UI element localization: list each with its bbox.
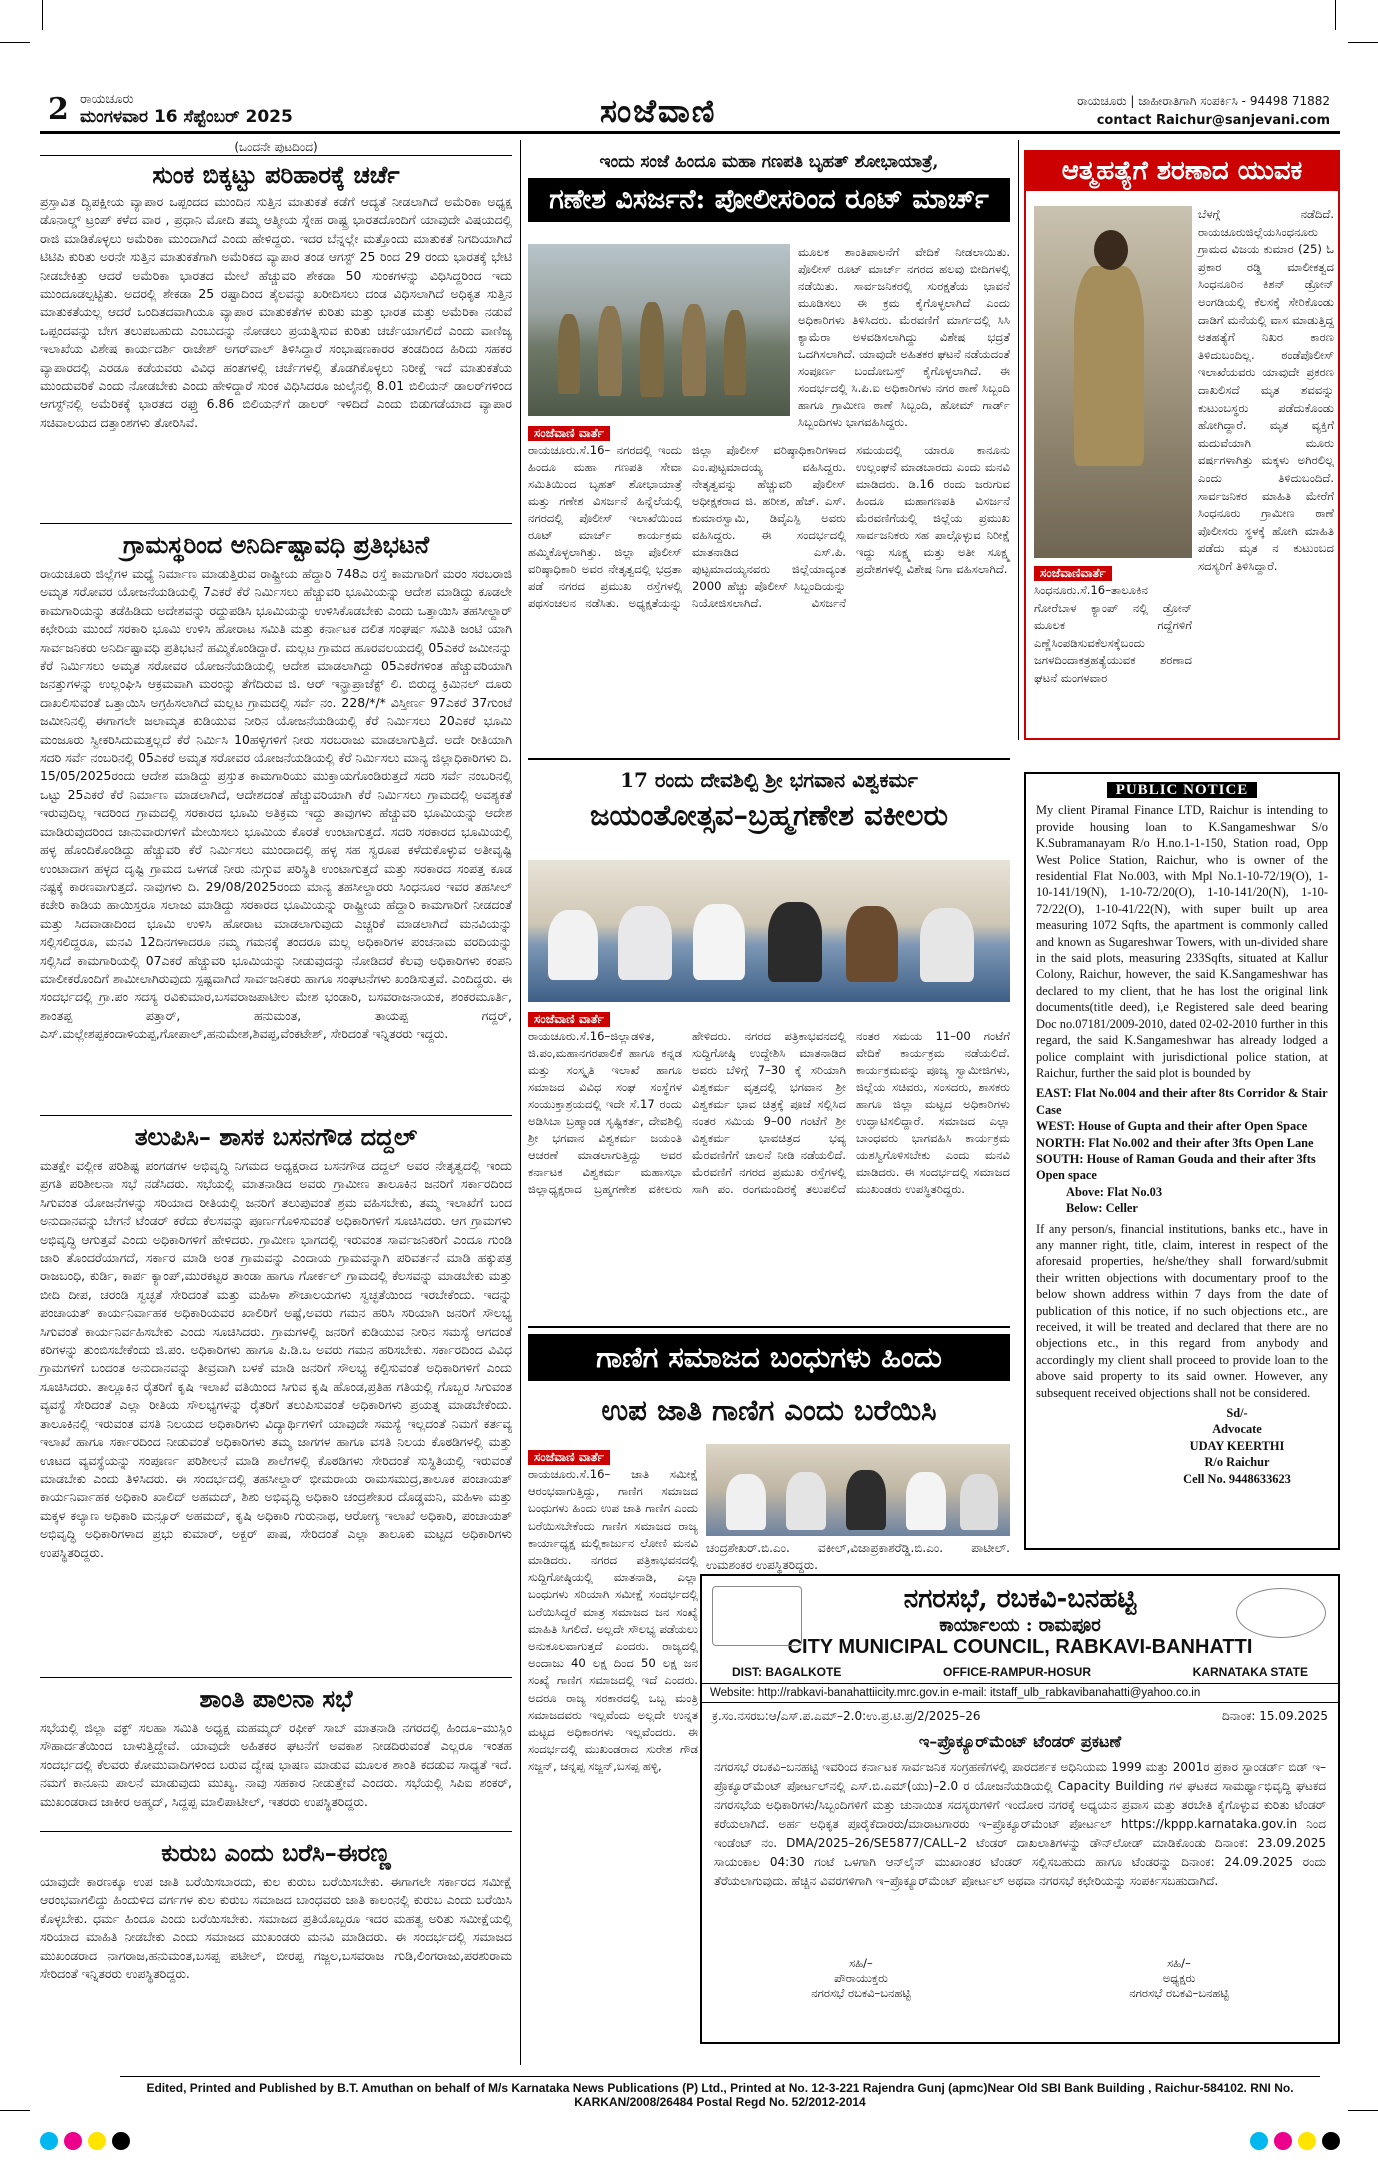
article-body: ರಾಯಚೂರು.ಸೆ.16– ಜಾತಿ ಸಮೀಕ್ಷೆ ಆರಂಭವಾಗುತ್ತಿದ್ದು, ಗಾಣಿಗ ಸಮಾಜದ ಬಂಧುಗಳು ಹಿಂದು ಉಪ ಜಾತಿ ಗಾಣಿಗ ಎಂದು ಬರೆಯಿಸಬೇಕೆಂದು ಗಾಣಿಗ ಸಮಾಜದ ರಾಜ್ಯ ಕಾರ್ಯಾಧ್ಯಕ್ಷ ಮಲ್ಲಿಕಾರ್ಜುನ ಲೋಣಿ ಮನವಿ ಮಾಡಿದರು. ನಗರದ ಪತ್ರಿಕಾಭವನದಲ್ಲಿ ಸುದ್ದಿಗೋಷ್ಠಿಯಲ್ಲಿ ಮಾತನಾಡಿ, ಎಲ್ಲಾ ಬಂಧುಗಳು ಸರಿಯಾಗಿ ಸಮೀಕ್ಷೆ ಸಂದರ್ಭದಲ್ಲಿ ಬರೆಯಿಸಿದ್ದರೆ ಮಾತ್ರ ಸಮಾಜದ ಜನ ಸಂಖ್ಯೆ ಮಾಹಿತಿ ಸಿಗಲಿದೆ. ಅಲ್ಲದೇ ಸೌಲಭ್ಯ ಪಡೆಯಲು ಅನುಕೂಲವಾಗುತ್ತದೆ ಎಂದರು. ರಾಜ್ಯದಲ್ಲಿ ಅಂದಾಜು 40 ಲಕ್ಷ ದಿಂದ 50 ಲಕ್ಷ ಜನ ಸಂಖ್ಯೆ ಗಾಣಿಗ ಸಮಾಜದಲ್ಲಿ ಇದೆ ಎಂದರು. ಅದರೂ ರಾಜ್ಯ ಸರಕಾರದಲ್ಲಿ ಒಬ್ಬ ಮಂತ್ರಿ ಸಮಾಜದವರು ಇಲ್ಲವೆಂದು ಅಲ್ಲದೇ ಉನ್ನತ ಮಟ್ಟದ ಅಧಿಕಾರಗಳು ಇಲ್ಲವೆಂದರು. ಈ ಸಂದರ್ಭದಲ್ಲಿ ಮುಖಂಡರಾದ ಸುರೇಶ ಗೌಡ ಸಜ್ಜನ್, ಚನ್ನಪ್ಪ ಸಜ್ಜನ್,ಬಸಪ್ಪ ಹಳ್ಳಿ, — [528, 1467, 698, 1774]
tender-sig2-org: ನಗರಸಭೆ ರಬಕವಿ–ಬನಹಟ್ಟಿ — [1129, 1986, 1229, 2000]
tender-signature-1 — [811, 1956, 910, 2001]
crop-mark — [1348, 42, 1378, 43]
suicide-scene-photo — [1034, 206, 1192, 558]
article-title-line1: ಗಾಣಿಗ ಸಮಾಜದ ಬಂಧುಗಳು ಹಿಂದು — [528, 1334, 1010, 1381]
cmyk-swatch-magenta — [1274, 2132, 1292, 2150]
crop-mark — [0, 2110, 30, 2111]
article-lead: ಸಿಂಧನೂರು.ಸೆ.16–ತಾಲೂಕಿನ ಗೋರೆಬಾಳ ಕ್ಯಾಂಪ್ ನಲ್ಲಿ ಡ್ರೋನ್ ಮೂಲಕ ಗದ್ದೆಗಳಿಗೆ ಎಣ್ಣೆಸಿಂಪಡಿಸುವಕೆಲಸಕ್ಕೆಬಂದು ಜಗಳದಿಂದಾಕತ್ರಹತ್ಯೆಯುವಕ ಶರಣಾದ ಘಟನೆ ಮಂಗಳವಾರ — [1034, 583, 1192, 685]
tender-sig1-role: ಪೌರಾಯುಕ್ತರು — [834, 1971, 888, 1985]
notice-west: WEST: House of Gupta and their after Open Space — [1036, 1119, 1308, 1134]
notice-role: Advocate — [1212, 1422, 1262, 1437]
cmyk-swatch-cyan — [1250, 2132, 1268, 2150]
photo-caption: ಚಂದ್ರಶೇಖರ್.ಬಿ.ಎಂ. ವಕೀಲ್,ವಿಜಾಪ್ರಕಾಶರೆಡ್ಡಿ.ಬಿ.ಎಂ. ಪಾಟೀಲ್. ಉಮಶಂಕರ ಉಪಸ್ಥಿತರಿದ್ದರು. — [706, 1541, 1010, 1572]
article-title: ಗಣೇಶ ವಿಸರ್ಜನೆ: ಪೋಲೀಸರಿಂದ ರೂಟ್ ಮಾರ್ಚ್ — [528, 178, 1010, 222]
byline: ಸಂಜೆವಾಣಿವಾರ್ತೆ — [1034, 566, 1112, 581]
tender-dist: DIST: BAGALKOTE — [732, 1665, 842, 1679]
notice-body: My client Piramal Finance LTD, Raichur is intending to provide housing loan to K.Sangameshwar S/o K.Subramanayam R/o H.no.1-1-150, Station road, Opp West Police Station, Raichur, who is owner of the residential Flat No.003, with Mpl No.1-10-72/19(O), 1-10-141/19(N), 1-10-72/20(O), 1-10-141/20(N), 1-10-72/22(O), 1-10-41/22(N), with super built up area measuring 1072 Sqfts, the apartment is commonly called and known as Sugareshwar Towers, with un-divided share in the said plots, measuring 233Sqfts, situated at Kallur Colony, Raichur, however, the said K.Sangameshwar has declared to my client, that he has lost the original link documents(title deed), i,e Registered sale deed bearing Doc no.07181/2009-2010, dated 02-02-2010 further in this regard, the said K.Sangameshwar has already lodged a police complaint with jurisdictional police station, at Raichur, further the said plot is bounded by — [1036, 803, 1328, 1080]
notice-east: EAST: Flat No.004 and their after 8ts Corridor & Stair Case — [1036, 1086, 1328, 1117]
article-body: ರಾಯಚೂರು.ಸೆ.16–ಜಿಲ್ಲಾಡಳಿತ, ಜಿ.ಪಂ,ಮಹಾನಗರಪಾಲಿಕೆ ಹಾಗೂ ಕನ್ನಡ ಮತ್ತು ಸಂಸ್ಕೃತಿ ಇಲಾಖೆ ಹಾಗೂ ಸಮಾಜದ ವಿವಿಧ ಸಂಘ ಸಂಸ್ಥೆಗಳ ಸಂಯುಕ್ತಾಶ್ರಯದಲ್ಲಿ ಇದೇ ಸೆ.17 ರಂದು ಅಡಿಸಿಬಾ ಬ್ರಹ್ಮಾಂಡ ಸೃಷ್ಟಿಕರ್ತ, ದೇವಶಿಲ್ಪಿ ಶ್ರೀ ಭಗವಾನ ವಿಶ್ವಕರ್ಮ ಜಯಂತಿ ಆಚರಣೆ ಮಾಡಲಾಗುತ್ತಿದ್ದು ಅವರ ಕರ್ನಾಟಕ ವಿಶ್ವಕರ್ಮ ಮಹಾಸಭಾ ಜಿಲ್ಲಾಧ್ಯಕ್ಷರಾದ ಬ್ರಹ್ಮಗಣೇಶ ವಕೀಲರು ಹೇಳಿದರು. ನಗರದ ಪತ್ರಿಕಾಭವನದಲ್ಲಿ ಸುದ್ದಿಗೋಷ್ಠಿ ಉದ್ದೇಶಿಸಿ ಮಾತನಾಡಿದ ಅವರು ಬೆಳಿಗ್ಗೆ 7–30 ಕ್ಕೆ ಸರಿಯಾಗಿ ವಿಶ್ವಕರ್ಮ ವೃತ್ತದಲ್ಲಿ ಭಗವಾನ ಶ್ರೀ ವಿಶ್ವಕರ್ಮ ಭಾವ ಚಿತ್ರಕ್ಕೆ ಪೂಜೆ ಸಲ್ಲಿಸಿದ ನಂತರ ಸಮಿಯ 9–00 ಗಂಟೆಗೆ ಶ್ರೀ ವಿಶ್ವಕರ್ಮ ಭಾವಚಿತ್ರದ ಭವ್ಯ ಮೆರವಣಿಗೆಗೆ ಚಾಲನೆ ನೀಡಿ ನಡೆಯಲಿದೆ. ಮೆರವಣಿಗೆ ನಗರದ ಪ್ರಮುಖ ರಸ್ತೆಗಳಲ್ಲಿ ಸಾಗಿ ಪಂ. ರಂಗಮಂದಿರಕ್ಕೆ ತಲುಪಲಿದೆ ನಂತರ ಸಮಯ 11–00 ಗಂಟೆಗೆ ವೇದಿಕೆ ಕಾರ್ಯಕ್ರಮ ನಡೆಯಲಿದೆ. ಕಾರ್ಯಕ್ರಮವನ್ನು ಪೂಜ್ಯ ಸ್ವಾಮೀಜಿಗಳು, ಜಿಲ್ಲೆಯ ಸಚಿವರು, ಸಂಸದರು, ಶಾಸಕರು ಹಾಗೂ ಜಿಲ್ಲಾ ಮಟ್ಟದ ಅಧಿಕಾರಿಗಳು ಉದ್ಘಾಟಿಸಲಿದ್ದಾರೆ. ಸಮಾಜದ ಎಲ್ಲಾ ಬಾಂಧವರು ಭಾಗವಹಿಸಿ ಕಾರ್ಯಕ್ರಮ ಯಶಸ್ವಿಗೊಳಿಸಬೇಕು ಎಂದು ಮನವಿ ಮಾಡಿದರು. ಈ ಸಂದರ್ಭದಲ್ಲಿ ಸಮಾಜದ ಮುಖಂಡರು ಉಪಸ್ಥಿತರಿದ್ದರು. — [528, 1029, 1010, 1196]
article-body: ರಾಯಚೂರು ಜಿಲ್ಲೆಗಳ ಮಧ್ಯೆ ನಿರ್ಮಾಣ ಮಾಡುತ್ತಿರುವ ರಾಷ್ಟ್ರೀಯ ಹೆದ್ದಾರಿ 748ಎ ರಸ್ತೆ ಕಾಮಗಾರಿಗೆ ಮರಂ ಸರಬರಾಜಿ ಅಮೃತ ಸರೋವರ ಯೋಜನೆಯಡಿಯಲ್ಲಿ 7ಎಕರೆ ಕೆರೆ ನಿರ್ಮಿಸಲು ಹೆಚ್ಚುವರಿ ಭೂಮಿಯನ್ನು ಆದೇಶ ಮಾಡಿದ್ದು ಕೂಡಲೇ ಕಾಮಗಾರಿಯನ್ನು ತಡೆಹಿಡಿದು ಅದೇಶವನ್ನು ರದ್ದುಪಡಿಸಿ ಭೂಮಿಯನ್ನು ಉಳಿಸಿಕೊಡಬೇಕು ಎಂದು ಒತ್ತಾಯಿಸಿ ತಹಸೀಲ್ದಾರ್ ಕಛೇರಿಯ ಮುಂದೆ ಸರಕಾರಿ ಭೂಮಿ ಉಳಿಸಿ ಹೋರಾಟ ಸಮಿತಿ ಮತ್ತು ಕರ್ನಾಟಕ ದಲಿತ ಸಂಘರ್ಷ ಸಮಿತಿ ಜಂಟಿ ಯಾಗಿ ಸಾರ್ವಜನಿಕರು ಅನಿರ್ದಿಷ್ಟಾವಧಿ ಪ್ರತಿಭಟನೆ ಹಮ್ಮಿಕೊಂಡಿದ್ದಾರೆ. ಮಲ್ಲಟ ಗ್ರಾಮದ ಹೂರವಲಯದಲ್ಲಿ 05ಎಕರೆ ಜಮೀನನ್ನು ಕೆರೆ ನಿರ್ಮಿಸಲು ಅಮೃತ ಸರೋವರ ಯೋಜನೆಯಡಿಯಲ್ಲಿ ಆದೇಶ ಮಾಡಲಾಗಿದ್ದು 05ಎಕರೆಗಳಿಂತ ಹೆಚ್ಚುವರಿಯಾಗಿ ಜನತ್ತುಗಳನ್ನು ಉಲ್ಲಂಘಿಸಿ ಆಕ್ರಮವಾಗಿ ಮರಂನ್ನು ತೆಗೆದಿರುವ ಜಿ. ಆರ್ ಇನ್ಫ್ರಾಪ್ರಾಜೆಕ್ಟ್ ಲಿ. ಬಿರುದ್ಧ ಕ್ರಿಮಿನಲ್ ದೂರು ದಾಖಲಿಸುವಂತೆ ಒತ್ತಾಯಿಸಿ ಅಗ್ರಹಿಸಲಾಗಿದೆ ಮಲ್ಲಟ ಗ್ರಾಮದಲ್ಲಿ ಸರ್ವೆ ನಂ. 228/*/* ವಿಸ್ತೀರ್ಣ 97ಎಕರೆ 37ಗುಂಟೆ ಜಮೀನಿನಲ್ಲಿ ಈಗಾಗಲೇ ಜಲಾಮೃತ ಕುಡಿಯುವ ನೀರಿನ ಯೋಜನೆಯಡಿಯಲ್ಲಿ ಕೆರೆ ನಿರ್ಮಿಸಲು 20ಎಕರೆ ಭೂಮಿ ಮಂಜೂರು ಸ್ವೀಕರಿಸಿದುಮತ್ತಲ್ಲದೆ ಕೆರೆ ನಿರ್ಮಿಸಿ 10ಹಳ್ಳಿಗಳಿಗೆ ನೀರು ಸರಬರಾಜು ಮಾಡಲಾಗುತ್ತಿದೆ. ಅದೇ ರೀತಿಯಾಗಿ ಸದರಿ ಸರ್ವೆ ನಂಬರಿನಲ್ಲಿ 05ಎಕರೆ ಅಮೃತ ಸರೋವರ ಯೋಜನೆಯಡಿಯಲ್ಲಿ ಕೆರೆ ನಿರ್ಮಿಸಲು ಮಾನ್ಯ ಜಿಲ್ಲಾಧಿಕಾರಿಗಳು ದಿ. 15/05/2025ರಂದು ಆದೇಶ ಮಾಡಿದ್ದು ಪ್ರಸ್ತುತ ಕಾಮಗಾರಿಯು ಮುಕ್ತಾಯಗೊಂಡಿರುತ್ತದೆ ಸದರಿ ಸರ್ವೆ ನಂಬರಿನಲ್ಲಿ ಒಟ್ಟು 25ಎಕರೆ ಕೆರೆ ನಿರ್ಮಾಣ ಮಾಡಲಾಗಿದೆ, ಆದೇಶದಂತೆ ಹೆಚ್ಚುವರಿಯಾಗಿ ಕೆರೆ ನಿರ್ಮಿಸಲು ಗ್ರಾಮದಲ್ಲಿ ಅವಶ್ಯಕತೆ ಇರುವುದಿಲ್ಲ ಇದರಿಂದ ಗ್ರಾಮದಲ್ಲಿ ಸರಕಾರದ ಭೂಮಿ ಅತಿಕ್ರಮ ಇದ್ದು ತಾವುಗಳು ಹೆಚ್ಚುವರಿ ಭೂಮಿಯನ್ನು ಆದೇಶ ಮಾಡಿರುವುದರಿಂದ ಜಾನುವಾರುಗಳಿಗೆ ಮೇಯಿಸಲು ಭೂಮಿಯ ಕೊರತೆ ಉಂಟಾಗುತ್ತದೆ. ಸದರಿ ಸರಕಾರದ ಭೂಮಿಯಲ್ಲಿ ಹಳ್ಳ ಹೊಂದಿಕೊಂಡಿದ್ದು ಹೆಚ್ಚುವರಿ ಕೆರೆ ನಿರ್ಮಿಸಲು ಮುಂದಾದಲ್ಲಿ ಹಳ್ಳ ಸಹ ಸ್ವರೂಪ ಕಳೆದುಕೊಳ್ಳುವ ಅತೀವೃಷ್ಟಿ ಉಂಟಾದಾಗ ಹಳ್ಳದ ದೃಷ್ಟಿ ಗ್ರಾಮದ ಒಳಗಡೆ ನೀರು ನುಗ್ಗುವ ಪರಿಸ್ಥಿತಿ ಉಂಟಾಗುತ್ತದೆ ಮತ್ತು ಸರಕಾರದ ಸಂಪತ್ತ ಕೂಡ ನಷ್ಟಕ್ಕೆ ಕಾರಣವಾಗುತ್ತದೆ. ನಾವುಗಳು ದಿ. 29/08/2025ರಂದು ಮಾನ್ಯ ತಹಸೀಲ್ದಾರರು ಸಿಂಧನೂರ ಇವರ ತಹಸೀಲ್ ಕಚೇರಿ ಕಾಡಿಯ ಹಾಯಿಸ್ತರೂ ಸಲಾಜು ಮಾಡಿದ್ದು ಸರಕಾರದ ಭೂಮಿಯನ್ನು ರಾಷ್ಟ್ರೀಯ ಹೆದ್ದಾರಿ ಕಾಮಗಾರಿಗೆ ನೀಡದಂತೆ ಮತ್ತು ಸಿದವಾಡಾದಿಂದ ಭೂಮಿ ಉಳಿಸಿ ಹೋರಾಟ ಮಾಡಲಾಗುವುದು ಎಚ್ಚರಿಕೆ ಮಾಡಲಾಗಿದೆ ಮನವಿಯನ್ನು ಸಲ್ಲಿಸಲಿದ್ದರೂ, ಮನವಿ 12ದಿನಗಳಾದರೂ ನಮ್ಮ ಗಮನಕ್ಕೆ ತಂದರೂ ಮಲ್ಲ ಅಧಿಕಾರಿಗಳ ಪಂಚನಾಮ ವರದಿಯನ್ನು ಸಲ್ಲಿಸಿದೆ ಕಾಮಗಾರಿಯಲ್ಲಿ 07ಎಕರೆ ಹೆಚ್ಚುವರಿ ಭೂಮಿಯನ್ನು ನೀಡುವುದನ್ನು ನೋಡಿದರೆ ಕೆಲವು ಅಧಿಕಾರಿಗಳು ಕಂಪನಿ ಮಾಲೀಕರೊಂದಿಗೆ ಶಾಮೀಲಾಗಿರುವುದು ಸ್ಪಷ್ಟವಾಗಿದೆ ಸಾರ್ವಜನಿಕರು ಹಾಗೂ ಸಂಘಟನೆಗಳು ಖಂಡಿಸುತ್ತವೆ. ಎಂದಿದ್ದರು. ಈ ಸಂದರ್ಭದಲ್ಲಿ ಗ್ರಾ.ಪಂ ಸದಸ್ಯ ರವಿಕುಮಾರ,ಬಸವರಾಜಪಾಟೀಲ ಮೇಶ ಭಂಡಾರಿ, ಬಸವರಾಜನಾಯಕ, ಶಂಕರಮೂರ್ತಿ, ಶಾಂತಪ್ಪ ಪತ್ತಾರ್, ಹನುಮಂತ, ತಾಯಪ್ಪ ಗದ್ದರ್, ಎಸ್.ಮಲ್ಲೇಶಪ್ಪಕಂದಾಳಿಯಪ್ಪ,ಗೋಪಾಲ್,ಹನುಮೇಶ,ಶಿವಪ್ಪ,ವೆಂಕಟೇಶ್, ಸೇರಿದಂತೆ ಇನ್ನಿತರರು ಇದ್ದರು. — [40, 566, 512, 1042]
header-date: ಮಂಗಳವಾರ 16 ಸೆಪ್ಟೆಂಬರ್ 2025 — [80, 107, 293, 127]
crop-mark — [42, 0, 43, 30]
header-city: ರಾಯಚೂರು — [80, 92, 134, 107]
public-notice — [1024, 772, 1340, 1550]
article-title: ಜಯಂತೋತ್ಸವ–ಬ್ರಹ್ಮಗಣೇಶ ವಕೀಲರು — [589, 798, 949, 832]
article-body: ರಾಯಚೂರು.ಸೆ.16– ನಗರದಲ್ಲಿ ಇಂದು ಹಿಂದೂ ಮಹಾ ಗಣಪತಿ ಸೇವಾ ಸಮಿತಿಯಿಂದ ಬೃಹತ್ ಶೋಭಾಯಾತ್ರೆ ಮತ್ತು ಗಣೇಶ ವಿಸರ್ಜನೆ ಹಿನ್ನೆಲೆಯಲ್ಲಿ ನಗರದಲ್ಲಿ ಪೊಲೀಸ್ ಇಲಾಖೆಯಿಂದ ರೂಟ್ ಮಾರ್ಚ್ ಕಾರ್ಯಕ್ರಮ ಹಮ್ಮಿಕೊಳ್ಳಲಾಗಿತ್ತು. ಜಿಲ್ಲಾ ಪೊಲೀಸ್ ವರಿಷ್ಠಾಧಿಕಾರಿ ಅವರ ನೇತೃತ್ವದಲ್ಲಿ ಭದ್ರತಾ ಪಡೆ ನಗರದ ಪ್ರಮುಖ ರಸ್ತೆಗಳಲ್ಲಿ ಪಥಸಂಚಲನ ನಡೆಸಿತು. ಅಧ್ಯಕ್ಷತೆಯನ್ನು ಜಿಲ್ಲಾ ಪೊಲೀಸ್ ವರಿಷ್ಠಾಧಿಕಾರಿಗಳಾದ ಎಂ.ಪುಟ್ಟಮಾದಯ್ಯ ವಹಿಸಿದ್ದರು. ನೇತೃತ್ವವನ್ನು ಹೆಚ್ಚುವರಿ ಪೊಲೀಸ್ ಅಧೀಕ್ಷಕರಾದ ಜಿ. ಹರೀಶ, ಹೆಚ್. ಎಸ್. ಕುಮಾರಸ್ವಾಮಿ, ಡಿವೈಎಸ್ಪಿ ಅವರು ವಹಿಸಿದ್ದರು. ಈ ಸಂದರ್ಭದಲ್ಲಿ ಮಾತನಾಡಿದ ಎಸ್.ಪಿ. ಪುಟ್ಟಮಾದಯ್ಯನವರು ಜಿಲ್ಲೆಯಾದ್ಯಂತ 2000 ಹೆಚ್ಚು ಪೊಲೀಸ್ ಸಿಬ್ಬಂದಿಯನ್ನು ನಿಯೋಜಿಸಲಾಗಿದೆ. ವಿಸರ್ಜನೆ ಸಮಯದಲ್ಲಿ ಯಾರೂ ಕಾನೂನು ಉಲ್ಲಂಘನೆ ಮಾಡಬಾರದು ಎಂದು ಮನವಿ ಮಾಡಿದರು. ಡಿ.16 ರಂದು ಜರುಗುವ ಹಿಂದೂ ಮಹಾಗಣಪತಿ ವಿಸರ್ಜನೆ ಮೆರವಣಿಗೆಯಲ್ಲಿ ಜಿಲ್ಲೆಯ ಪ್ರಮುಖ ಸಾರ್ವಜನಿಕರು ಸಹ ಪಾಲ್ಗೊಳ್ಳುವ ನಿರೀಕ್ಷೆ ಇದ್ದು ಸೂಕ್ಷ್ಮ ಮತ್ತು ಅತೀ ಸೂಕ್ಷ್ಮ ಪ್ರದೇಶಗಳಲ್ಲಿ ವಿಶೇಷ ನಿಗಾ ವಹಿಸಲಾಗಿದೆ. — [528, 443, 1010, 610]
tender-emblem — [712, 1586, 802, 1646]
byline: ಸಂಜೆವಾಣಿ ವಾರ್ತೆ — [528, 1450, 610, 1465]
tender-notice — [700, 1574, 1340, 2044]
tender-web: Website: http://rabkavi-banahattiicity.mrc.gov.in e-mail: itstaff_ulb_rabkavibanahatti@yahoo.co.in — [702, 1683, 1338, 1703]
crop-mark — [1348, 2110, 1378, 2111]
page-number: 2 — [48, 92, 69, 127]
tender-title-en: CITY MUNICIPAL COUNCIL, RABKAVI-BANHATTI — [787, 1636, 1253, 1658]
article-body: ಸಭೆಯಲ್ಲಿ ಜಿಲ್ಲಾ ವಕ್ಫ್ ಸಲಹಾ ಸಮಿತಿ ಅಧ್ಯಕ್ಷ ಮಹಮ್ಮದ್ ರಫೀಕ್ ಸಾಬ್ ಮಾತನಾಡಿ ನಗರದಲ್ಲಿ ಹಿಂದೂ–ಮುಸ್ಲಿಂ ಸೌಹಾರ್ದತೆಯಿಂದ ಬಾಳುತ್ತಿದ್ದೇವೆ. ಯಾವುದೇ ಅಹಿತಕರ ಘಟನೆಗೆ ಅವಕಾಶ ನೀಡದಿರುವಂತೆ ಎಲ್ಲರೂ ಇಂತಹ ಸಂದರ್ಭದಲ್ಲಿ ಕೆಲವರು ಕೋಮುವಾದಿಗಳಿಂದ ಬರುವ ದ್ವೇಷ ಭಾಷಣ ಮಾಡುವ ಮೂಲಕ ಶಾಂತಿ ಕದಡುವ ಸಾಧ್ಯತೆ ಇದೆ. ನಮಗೆ ಕಾನೂನು ಪಾಲನೆ ಮಾಡುವುದು ಮುಖ್ಯ. ನಾವು ಸಹಕಾರ ನೀಡುತ್ತೇವೆ ಎಂದರು. ಸಭೆಯಲ್ಲಿ ಸಿಪಿಐ ಶಂಕರ್, ಮುಖಂಡರಾದ ಜಾಕೀರ ಅಹ್ಮದ್, ಸಿದ್ದಪ್ಪ ಮಾಲಿಪಾಟೀಲ್, ಇತರರು ಉಪಸ್ಥಿತರಿದ್ದರು. — [40, 1720, 512, 1809]
tender-title-kn: ನಗರಸಭೆ, ರಬಕವಿ-ಬನಹಟ್ಟಿ — [903, 1584, 1137, 1614]
cmyk-swatch-yellow — [88, 2132, 106, 2150]
masthead-logo: ಸಂಜೆವಾಣಿ — [600, 92, 717, 130]
article-title: ಕುರುಬ ಎಂದು ಬರೆಸಿ–ಈರಣ್ಣ — [40, 1831, 512, 1873]
article-route-march — [528, 140, 1010, 740]
header-contact — [1077, 94, 1330, 128]
tender-office-kn: ಕಾರ್ಯಾಲಯ : ರಾಮಪೂರ — [939, 1615, 1101, 1636]
article-title-line2: ಉಪ ಜಾತಿ ಗಾಣಿಗ ಎಂದು ಬರೆಯಿಸಿ — [601, 1393, 937, 1427]
notice-advocate-name: UDAY KEERTHI — [1189, 1438, 1285, 1453]
page-header — [40, 92, 1340, 134]
ganiga-press-photo — [706, 1444, 1010, 1536]
article-body: ಮತಕ್ಷೇ ವಲ್ಲೀಕ ಪರಿಶಿಷ್ಟ ಪಂಗಡಗಳ ಅಭಿವೃದ್ಧಿ ನಿಗಮದ ಅಧ್ಯಕ್ಷರಾದ ಬಸನಗೌಡ ದದ್ದಲ್ ಅವರ ನೇತೃತ್ವದಲ್ಲಿ ಇಂದು ಪ್ರಗತಿ ಪರಿಶೀಲನಾ ಸಭೆ ನಡೆಸಿದರು. ಸಭೆಯಲ್ಲಿ ಮಾತನಾಡಿದ ಅವರು ಗ್ರಾಮೀಣ ತಾಲೂಕಿನ ಜನರಿಗೆ ಸರ್ಕಾರದಿಂದ ಸಿಗುವಂತ ಯೋಜನೆಗಳನ್ನು ಸರಿಯಾದ ರೀತಿಯಲ್ಲಿ ಜನರಿಗೆ ತಲುಪುವಂತೆ ಶ್ರಮ ವಹಿಸಬೇಕು, ತಮ್ಮ ಇಲಾಖೆಗೆ ಬಂದ ಅನುದಾನವನ್ನು ಬೇಗನೆ ಟೆಂಡರ್ ಕರೆದು ಕೆಲಸವನ್ನು ಪೂರ್ಣಗೊಳಿಸುವಂತೆ ಅಧಿಕಾರಿಗಳಿಗೆ ಸೂಚಿಸಿದರು. ಆಗ ಗ್ರಾಮಗಳು ಅಭಿವೃದ್ಧಿ ಆಗುತ್ತವೆ ಎಂದು ಅಧಿಕಾರಿಗಳಿಗೆ ಹೇಳಿದರು. ಗ್ರಾಮೀಣ ಭಾಗದಲ್ಲಿ ಇರುವಂತ ಸಾರ್ವಜನಿಕರಿಗೆ ಎಂದೂ ಗುಂಡಿ ಜಾರಿ ತೊಂದರೆಯಾಗದೆ, ಸರ್ಕಾರ ಮಾಡಿ ಅಂತ ಗ್ರಾಮವನ್ನು ಎಂದಾಯ ಗ್ರಾಮವನ್ನಾಗಿ ಪರಿವರ್ತನೆ ಮಾಡಿ ಹಕ್ಕುಪತ್ರ ರಾಜಬಂಧಿ, ಕುರ್ಡಿ, ಕಾರ್ಪ ಕ್ಯಾಂಪ್,ಮುರಕಟ್ಟರ ತಾಂಡಾ ಹಾಗೂ ಗೋರ್ಕಲ್ ಗ್ರಾಮದಲ್ಲಿ ಕೆಲಸವನ್ನು ಮಾಡಬೇಕು ಮತ್ತು ಬೀದಿ ದೀಪ, ಚರಂಡಿ ಸ್ವಚ್ಛತೆ ಸೇರಿದಂತೆ ಮತ್ತು ಮಹಿಳಾ ಶೌಚಾಲಯಗಳು ಸ್ವಚ್ಛತೆಯಿಂದ ಇರಬೇಕೆಂದು. ಇದನ್ನು ಪಂಚಾಯತ್ ಕಾರ್ಯನಿರ್ವಾಹಕ ಅಧಿಕಾರಿಯವರ ಖಾಲಿರಿಗೆ ಅಷ್ಟೆ,ಅವರು ಗಮನ ಹರಿಸಿ ಸರಿಯಾಗಿ ಜನರಿಗೆ ಸೌಲಭ್ಯ ಸಿಗುವಂತೆ ಕಾರ್ಯನಿರ್ವಹಿಸಬೇಕು ಎಂದು ಸೂಚಿಸಿದರು. ಗ್ರಾಮಗಳಲ್ಲಿ ಜನರಿಗೆ ಕುಡಿಯುವ ನೀರಿನ ಸಮಸ್ಯೆ ಆಗದಂತೆ ಕರಿಗಳನ್ನು ತುಂಬಿಸಬೇಕೆಂದು ಜಿ.ಪಂ. ಅಧಿಕಾರಿಗಳು ಹಾಗೂ ಪಿ.ಡಿ.ಒ ಅವರು ಗಮನ ಹರಿಸಬೇಕು. ಸರ್ಕಾರದಿಂದ ವಿವಿಧ ಗ್ರಾಮಗಳಿಗೆ ಬಂದಂತ ಅನುದಾನವನ್ನು ತೀವ್ರವಾಗಿ ಬಳಕೆ ಮಾಡಿ ಜನರಿಗೆ ಸೌಲಭ್ಯ ಕಲ್ಪಿಸುವಂತೆ ಅಧಿಕಾರಿಗಳಿಗೆ ಎಂದು ಸೂಚಿಸಿದರು. ತಾಲ್ಲೂಕಿನ ರೈತರಿಗೆ ಕೃಷಿ ಇಲಾಖೆ ವತಿಯಿಂದ ಸಿಗುವ ಕೃಷಿ ಹೊಂಡ,ಪ್ರತಿಹ ಗತಿಯಲ್ಲಿ ಗೊಬ್ಬರ ಸಿಗುವಂತ ವ್ಯವಸ್ಥೆ ಸೇರಿದಂತೆ ಎಲ್ಲಾ ರೀತಿಯ ಸೌಲಭ್ಯಗಳನ್ನು ರೈತರಿಗೆ ತಲುಪಿಸುವಂತೆ ಅಧಿಕಾರಿಗಳು ಪ್ರಯತ್ನ ಮಾಡಬೇಕೆಂದು. ತಾಲೂಕಿನಲ್ಲಿ ಇರುವಂತ ವಸತಿ ನಿಲಯದ ಅಧಿಕಾರಿಗಳು ವಿದ್ಯಾರ್ಥಿಗಳಿಗೆ ಯಾವುದೇ ಸಮಸ್ಯೆ ಇಲ್ಲದಂತೆ ನಿಮಗೆ ಕರ್ತವ್ಯ ಇಲಾಖೆ ಹಾಗೂ ಸರ್ಕಾರದಿಂದ ನೀಡುವಂತೆ ಅಧಿಕಾರಿಗಳು ತಮ್ಮ ಜಾಗಗಳ ಹಾಗೂ ವಸತಿ ನಿಲಯ ಕೊಠಡಿಗಳಲ್ಲಿ ಮತ್ತು ಊಟದ ವ್ಯವಸ್ಥೆಯನ್ನು ಸಂಪೂರ್ಣ ಪರಿಶೀಲನೆ ಮಾಡಿ ಶಾಲೆಗಳಲ್ಲಿ ಕೊಠಡಿಗಳು ಸೇರಿದಂತೆ ಸುಸ್ಥಿತಿಯಲ್ಲಿ ಇರುವಂತೆ ಮಾಡಬೇಕು ಎಂದು ತಿಳಿಸಿದರು. ಈ ಸಂದರ್ಭದಲ್ಲಿ ತಹಸೀಲ್ದಾರ್ ಭೀಮರಾಯ ರಾಮಸಮುದ್ರ,ತಾಲೂಕ ಪಂಚಾಯತ್ ಕಾರ್ಯನಿರ್ವಾಹಕ ಅಧಿಕಾರಿ ಖಾಲಿದ್ ಅಹಮದ್, ಶಿಶು ಅಭಿವೃದ್ಧಿ ಅಧಿಕಾರಿ ಚಂದ್ರಶೇಖರ ದೊಡ್ಡಮನಿ, ಮಹಿಳಾ ಮತ್ತು ಮಕ್ಕಳ ಕಲ್ಯಾಣ ಅಧಿಕಾರಿ ಮನ್ಸೂರ್ ಅಹಮದ್, ಕೃಷಿ ಅಧಿಕಾರಿ ಗುರುನಾಥ, ಆರೋಗ್ಯ ಇಲಾಖೆ ಅಧಿಕಾರಿ, ಪಂಚಾಯತ್ ಅಭಿವೃದ್ಧಿ ಅಧಿಕಾರಿಗಳಾದ ಪ್ರಭು ಕುಮಾರ್, ಅಕ್ಬರ್ ಪಾಷ, ಸೇರಿದಂತೆ ಎಲ್ಲಾ ತಾಲೂಕು ಮಟ್ಟದ ಅಧಿಕಾರಿಗಳು ಉಪಸ್ಥಿತರಿದ್ದರು. — [40, 1158, 512, 1560]
tender-date: ದಿನಾಂಕ: 15.09.2025 — [1222, 1709, 1328, 1723]
column-left — [40, 140, 512, 2070]
notice-place: R/o Raichur — [1204, 1455, 1270, 1470]
article-body: ಬೆಳಗ್ಗೆ ನಡೆದಿದೆ. ರಾಯಚೂರುಜಿಲ್ಲೆಯಸಿಂಧನೂರು ಗ್ರಾಮದ ವಿಜಯ ಕುಮಾರ (25) ಓ ಪ್ರಕಾರ ರಡ್ಡಿ ಮಾಲೀಕತ್ವದ ಸಿಂಧನೂರಿನ ಕಿಶನ್ ಡ್ರೋನ್ ಅಂಗಡಿಯಲ್ಲಿ ಕೆಲಸಕ್ಕೆ ಸೇರಿಕೊಂಡು ದಾಡಿಗೆ ಮನೆಯಲ್ಲಿ ವಾಸ ಮಾಡುತ್ತಿದ್ದ ಅತಹತ್ಯೆಗೆ ನಿಖರ ಕಾರಣ ತಿಳಿದುಬಂದಿಲ್ಲ. ಠಂಡೆಪೊಲೀಸ್ ಇಲಾಖೆಯವರು ಯಾವುದೇ ಪ್ರಕರಣ ದಾಖಲಿಸದೆ ಮೃತ ಶವವನ್ನು ಕುಟುಂಬಸ್ಥರು ಪಡೆದುಕೊಂಡು ಹೋಗಿದ್ದಾರೆ. ಮೃತ ವ್ಯಕ್ತಿಗೆ ಮದುವೆಯಾಗಿ ಮೂರು ವರ್ಷಗಳಾಗಿತ್ತು ಮಕ್ಕಳು ಅಗಿರಲಿಲ್ಲ ಎಂದು ತಿಳಿದುಬಂದಿದೆ. ಸಾರ್ವಜನಿಕರ ಮಾಹಿತಿ ಮೇರೆಗೆ ಸಿಂಧನೂರು ಗ್ರಾಮೀಣ ಠಾಣೆ ಪೊಲೀಸರು ಸ್ಥಳಕ್ಕೆ ಹೋಗಿ ಮಾಹಿತಿ ಪಡೆದು ಮೃತ ನ ಕುಟುಂಬದ ಸದಸ್ಯರಿಗೆ ತಿಳಿಸಿದ್ದಾರೆ. — [1198, 207, 1334, 573]
article-suicide — [1024, 150, 1340, 740]
tender-logo — [1236, 1588, 1326, 1638]
notice-title: PUBLIC NOTICE — [1107, 782, 1257, 798]
tender-sig2-sd: ಸಹಿ/– — [1167, 1956, 1191, 1970]
cmyk-swatch-cyan — [40, 2132, 58, 2150]
header-email: contact Raichur@sanjevani.com — [1096, 113, 1330, 128]
notice-above: Above: Flat No.03 — [1066, 1184, 1163, 1199]
article-kicker: 17 ರಂದು ದೇವಶಿಲ್ಪಿ ಶ್ರೀ ಭಗವಾನ ವಿಶ್ವಕರ್ಮ — [620, 768, 918, 792]
imprint-line: Edited, Printed and Published by B.T. Amuthan on behalf of M/s Karnataka News Publications (P) Ltd., Printed at No. 12-3-221 Rajendra Gunj (apmc)Near Old SBI Bank Building , Raichur-584102. RNI No. KARKAN/2008/26484 Postal Regd No. 52/2012-2014 — [120, 2076, 1320, 2109]
tender-signature-2 — [1129, 1956, 1228, 2001]
notice-body-2: If any person/s, financial institutions, banks etc., have in any manner right, title, claim, interest in respect of the aforesaid properties, he/she/they shall forward/submit their written objections with documentary proof to the below shown address within 7 days from the date of publication of this notice, if no such objections etc., are received, it will be treated and declared that there are no objections etc., in this regard from anybody and accordingly my client shall proceed to provide loan to the above said property to its said owner. However, any subsequent received objections shall not be considered. — [1036, 1221, 1328, 1400]
notice-south: SOUTH: House of Raman Gouda and their after 3fts Open space — [1036, 1151, 1316, 1183]
tender-sig2-role: ಅಧ್ಯಕ್ಷರು — [1162, 1971, 1196, 1985]
article-title: ಸುಂಕ ಬಿಕ್ಕಟ್ಟು ಪರಿಹಾರಕ್ಕೆ ಚರ್ಚೆ — [152, 160, 400, 189]
article-body: ಪ್ರಸ್ತಾವಿತ ದ್ವಿಪಕ್ಷೀಯ ವ್ಯಾಪಾರ ಒಪ್ಪಂದದ ಮುಂದಿನ ಸುತ್ತಿನ ಮಾತುಕತೆ ಕಡೆಗೆ ಆದ್ಯತೆ ನೀಡಲಾಗಿದೆ ಅಮೆರಿಕಾ ಅಧ್ಯಕ್ಷ ಡೊನಾಲ್ಡ್ ಟ್ರಂಪ್ ಕಳೆದ ವಾರ , ಪ್ರಧಾನಿ ಮೋದಿ ತಮ್ಮ ಆತ್ಮೀಯ ಸ್ನೇಹ ರಾಷ್ಟ್ರ ಭಾರತದೊಂದಿಗೆ ಯಾವುದೇ ವಿಷಯದಲ್ಲಿ ರಾಜಿ ಮಾಡಿಕೊಳ್ಳಲು ಅಮೆರಿಕಾ ಮುಂದಾಗಿದೆ ಎಂದು ಹೇಳಿದ್ದರು. ಇದರ ಬೆನ್ನಲ್ಲೇ ಮತ್ತೊಂದು ಮಾತುಕತೆ ನಿಗದಿಯಾಗಿದೆ ಟಿಟಿಪಿ ಕುರಿತು ಅರನೇ ಸುತ್ತಿನ ಮಾತುಕತೆಗಾಗಿ ಅಮೆರಿಕದ ವ್ಯಾಪಾರ ತಂಡ ಆಗಸ್ಟ್ 25 ರಿಂದ 29 ರಂದು ಭಾರತಕ್ಕೆ ಭೇಟಿ ನೀಡಬೇಕಿತ್ತು ಆದರೆ ಅಮೆರಿಕಾ ಭಾರತದ ಮೇಲೆ ಹೆಚ್ಚುವರಿ ಶೇಕಡಾ 50 ಸುಂಕಗಳನ್ನು ವಿಧಿಸಿದ್ದರಿಂದ ಇದು ಮುಂದೂಡಲ್ಪಟ್ಟಿತು. ಅದರಲ್ಲಿ ಶೇಕಡಾ 25 ರಷ್ಟಾದಿಂದ ತೈಲವನ್ನು ಖರೀದಿಸಲು ದಂಡ ವಿಧಿಸಲಾಗಿದೆ ಅಧಿಕೃತ ಸುತ್ತಿನ ಮಾತುಕತೆಯಲ್ಲ ಆದರೆ ಒಂದಿತದವಾಗಿಯೂ ವ್ಯಾಪಾರ ಮಾತುಕತೆಗಳ ಕುರಿತು ಮತ್ತು ಭಾರತ ಮತ್ತು ಅಮೆರಿಕಾ ನಡುವೆ ಒಪ್ಪಂದವನ್ನು ಬೇಗ ತಲುಪಬಹುದು ಎಂಬುದನ್ನು ನೋಡಲು ಪ್ರಯತ್ನಿಸುವ ಕುರಿತು ಚರ್ಚೆಯಾಗಲಿದೆ ಎಂದು ವಾಣಿಜ್ಯ ಇಲಾಖೆಯ ವಿಶೇಷ ಕಾರ್ಯದರ್ಶಿ ರಾಜೇಶ್ ಅಗರ್‌ವಾಲ್ ತಿಳಿಸಿದ್ದಾರೆ ಸಂಭಾಷಣಕಾರರ ತಂಡದಿಂದ ಹಿರಿದು ಸಹಕರ ವ್ಯಾಪಾರದಲ್ಲಿ ಎರಡೂ ಕಡೆಯವರು ವಿವಿಧ ಹಂತಗಳಲ್ಲಿ ಚರ್ಚೆಗಳಲ್ಲಿ ತೊಡಗಿಕೊಳ್ಳಲು ನಿರೀಕ್ಷೆ ಇದೆ ಮಾತುಕತೆಯ ಮುಂದುವರಿಕೆ ಎಂದು ನೋಡಬೇಕು ಎಂದು ಹೇಳಿದ್ದಾರೆ ಸುಂಕ ವಿಧಿಸಿದರೂ ಜುಲೈನಲ್ಲಿ 8.01 ಬಿಲಿಯನ್ ಡಾಲರ್‌ಗಳಿಂದ ಆಗಸ್ಟ್‌ನಲ್ಲಿ ಅಮೆರಿಕಕ್ಕೆ ಭಾರತದ ರಫ್ತು 6.86 ಬಿಲಿಯನ್‌ಗೆ ಡಾಲರ್ ಇಳಿದಿದೆ ಎಂದು ಬಿಡುಗಡೆಯಾದ ವ್ಯಾಪಾರ ಸಚಿವಾಲಯದ ದತ್ತಾಂಶಗಳು ತೋರಿಸಿವೆ. — [40, 194, 512, 430]
police-march-photo — [528, 244, 790, 416]
notice-north: NORTH: Flat No.002 and their after 3fts Open Lane — [1036, 1135, 1314, 1150]
article-vishwakarma — [528, 758, 1010, 1320]
article-kicker: ಇಂದು ಸಂಜೆ ಹಿಂದೂ ಮಹಾ ಗಣಪತಿ ಬೃಹತ್ ಶೋಭಾಯಾತ್ರೆ, — [599, 152, 939, 172]
tender-sig1-sd: ಸಹಿ/– — [849, 1956, 873, 1970]
article-title: ಗ್ರಾಮಸ್ಥರಿಂದ ಅನಿರ್ದಿಷ್ಟಾವಧಿ ಪ್ರತಿಭಟನೆ — [40, 523, 512, 565]
crop-mark — [1335, 0, 1336, 30]
crop-mark — [0, 42, 30, 43]
tender-ref: ಕ್ರ.ಸಂ.ನಸರಬ:ಆ/ಎಸ್.ಪ.ಎಮ್–2.0:ಉ.ಪ್ರ.ಟಿ.ಪ್ರ/2/2025–26 — [712, 1709, 981, 1723]
article-body: ಯಾವುದೇ ಕಾರಣಕ್ಕೂ ಉಪ ಜಾತಿ ಬರೆಯಿಸಬಾರದು, ಕುಲ ಕುರುಬ ಬರೆಯಿಸಬೇಕು. ಈಗಾಗಲೇ ಸರ್ಕಾರದ ಸಮೀಕ್ಷೆ ಆರಂಭವಾಗಲಿದ್ದು ಹಿಂದುಳಿದ ವರ್ಗಗಳ ಕುಲ ಕುರುಬ ಸಮಾಜದ ಬಾಂಧವರು ಜಾತಿ ಕಾಲಂನಲ್ಲಿ ಕುರುಬ ಎಂದು ಬರೆಯಿಸಿ ಕೊಳ್ಳಬೇಕು. ಧರ್ಮ ಹಿಂದೂ ಎಂದು ಬರೆಯಿಸಬೇಕು. ಸಮಾಜದ ಪ್ರತಿಯೊಬ್ಬರೂ ಇದರ ಮಹತ್ವ ಅರಿತು ಸಮೀಕ್ಷೆಯಲ್ಲಿ ಸರಿಯಾದ ಮಾಹಿತಿ ನೀಡಬೇಕು ಎಂದು ಸಮಾಜದ ಮುಖಂಡರು ಮನವಿ ಮಾಡಿದರು. ಈ ಸಂದರ್ಭದಲ್ಲಿ ಸಮಾಜದ ಮುಖಂಡರಾದ ನಾಗರಾಜ,ಹನುಮಂತ,ಬಸಪ್ಪ ಪಟೀಲ್, ಬೀರಪ್ಪ ಗಜ್ಜಲ,ಬಸವರಾಜ ಗುಡಿ,ಲಿಂಗರಾಜು,ಪರಶುರಾಮ ಸೇರಿದಂತೆ ಇನ್ನಿತರರು ಉಪಸ್ಥಿತರಿದ್ದರು. — [40, 1874, 512, 1982]
press-meet-photo — [528, 860, 1010, 1002]
tender-state: KARNATAKA STATE — [1192, 1665, 1308, 1679]
article-sidebar-text: ಮೂಲಕ ಶಾಂತಿಪಾಲನೆಗೆ ವೇದಿಕೆ ನೀಡಲಾಯಿತು. ಪೊಲೀಸ್ ರೂಟ್ ಮಾರ್ಚ್ ನಗರದ ಹಲವು ಬೀದಿಗಳಲ್ಲಿ ನಡೆಯಿತು. ಸಾರ್ವಜನಿಕರಲ್ಲಿ ಸುರಕ್ಷತೆಯ ಭಾವನೆ ಮೂಡಿಸಲು ಈ ಕ್ರಮ ಕೈಗೊಳ್ಳಲಾಗಿದೆ ಎಂದು ಅಧಿಕಾರಿಗಳು ತಿಳಿಸಿದರು. ಮೆರವಣಿಗೆ ಮಾರ್ಗದಲ್ಲಿ ಸಿಸಿ ಕ್ಯಾಮೆರಾ ಅಳವಡಿಸಲಾಗಿದ್ದು ವಿಶೇಷ ಭದ್ರತೆ ಒದಗಿಸಲಾಗಿದೆ. ಯಾವುದೇ ಅಹಿತಕರ ಘಟನೆ ನಡೆಯದಂತೆ ಸಂಪೂರ್ಣ ಬಂದೋಬಸ್ತ್ ಕೈಗೊಳ್ಳಲಾಗಿದೆ. ಈ ಸಂದರ್ಭದಲ್ಲಿ ಸಿ.ಪಿ.ಐ ಅಧಿಕಾರಿಗಳು ನಗರ ಠಾಣೆ ಸಿಬ್ಬಂದಿ ಹಾಗೂ ಗ್ರಾಮೀಣ ಠಾಣೆ ಸಿಬ್ಬಂದಿ, ಹೋಮ್ ಗಾರ್ಡ್ ಸಿಬ್ಬಂದಿಗಳು ಭಾಗವಹಿಸಿದ್ದರು. — [798, 245, 1010, 429]
notice-below: Below: Celler — [1066, 1201, 1138, 1216]
notice-sd: Sd/- — [1226, 1406, 1248, 1421]
column-rule — [520, 140, 521, 2065]
article-title: ತಲುಪಿಸಿ– ಶಾಸಕ ಬಸನಗೌಡ ದದ್ದಲ್ — [40, 1115, 512, 1157]
article-title: ಶಾಂತಿ ಪಾಲನಾ ಸಭೆ — [40, 1677, 512, 1719]
article-title: ಆತ್ಮಹತ್ಯೆಗೆ ಶರಣಾದ ಯುವಕ — [1026, 152, 1338, 191]
byline: ಸಂಜೆವಾಣಿ ವಾರ್ತೆ — [528, 426, 610, 441]
tender-office: OFFICE-RAMPUR-HOSUR — [943, 1665, 1091, 1679]
tender-heading: ಇ–ಪ್ರೊಕ್ಯೂರ್‌ಮೆಂಟ್ ಟೆಂಡರ್ ಪ್ರಕಟಣೆ — [918, 1732, 1122, 1751]
column-rule — [1018, 140, 1019, 740]
cmyk-swatch-black — [1322, 2132, 1340, 2150]
notice-signature — [1146, 1405, 1328, 1487]
cmyk-swatch-magenta — [64, 2132, 82, 2150]
tender-sig1-org: ನಗರಸಭೆ ರಬಕವಿ–ಬನಹಟ್ಟಿ — [811, 1986, 911, 2000]
tender-body: ನಗರಸಭೆ ರಬಕವಿ–ಬನಹಟ್ಟಿ ಇವರಿಂದ ಕರ್ನಾಟಕ ಸಾರ್ವಜನಿಕ ಸಂಗ್ರಹಣೆಗಳಲ್ಲಿ ಪಾರದರ್ಶಕ ಅಧಿನಿಯಮ 1999 ಮತ್ತು 2001ರ ಪ್ರಕಾರ ಸ್ಟಾಂಡರ್ಡ್ ಬಿಡ್ ಇ–ಪ್ರೊಕ್ಯೂರ್‌ಮೆಂಟ್ ಪೋರ್ಟಲ್‌ನಲ್ಲಿ ಎಸ್.ಬಿ.ಎಮ್(ಯು)–2.0 ರ ಯೋಜನೆಯಡಿಯಲ್ಲಿ Capacity Building ಗಳ ಘಟಕದ ಸಾಮರ್ಥ್ಯಾಭಿವೃದ್ಧಿ ಘಟಕದ ನಗರಸಭೆಯ ಅಧಿಕಾರಿಗಳು/ಸಿಬ್ಬಂದಿಗಳಿಗೆ ಮತ್ತು ಚುನಾಯಿತ ಸದಸ್ಯರುಗಳಿಗೆ ಇಂದೋರ ನಗರಕ್ಕೆ ಅಧ್ಯಯನ ಪ್ರವಾಸ ಮತ್ತು ತರಬೇತಿ ಕೈಗೊಳ್ಳುವ ಕುರಿತು ಟೆಂಡರ್ ಕರೆಯಲಾಗಿದೆ. ಅರ್ಹ ಅಧಿಕೃತ ಪೂರೈಕೆದಾರರು/ಮಾರಾಟಗಾರರು ಇ–ಪ್ರೊಕ್ಯೂರ್‌ಮೆಂಟ್ ಪೋರ್ಟಲ್ https://kppp.karnataka.gov.in ನಿಂದ ಇಂಡೆಂಟ್ ನಂ. DMA/2025–26/SE5877/CALL–2 ಟೆಂಡರ್ ದಾಖಲಾತಿಗಳನ್ನು ಡೌನ್‌ಲೋಡ್ ಮಾಡಿಕೊಂಡು ದಿನಾಂಕ: 23.09.2025 ಸಾಯಂಕಾಲ 04:30 ಗಂಟೆ ಒಳಗಾಗಿ ಆನ್‌ಲೈನ್ ಮುಖಾಂತರ ಟೆಂಡರ್ ಸಲ್ಲಿಸಬಹುದು ಹಾಗೂ ಟೆಂಡರನ್ನು ದಿನಾಂಕ: 24.09.2025 ರಂದು ತೆರೆಯಲಾಗುವುದು. ಹೆಚ್ಚಿನ ವಿವರಗಳಿಗಾಗಿ ಇ–ಪ್ರೊಕ್ಯೂರ್‌ಮೆಂಟ್ ಪೋರ್ಟಲ್ ಅಥವಾ ನಗರಸಭೆ ಕಛೇರಿಯನ್ನು ಸಂಪರ್ಕಿಸಬಹುದಾಗಿದೆ. — [714, 1760, 1326, 1888]
header-ad-line: ರಾಯಚೂರು | ಜಾಹೀರಾತಿಗಾಗಿ ಸಂಪರ್ಕಿಸಿ - 94498 71882 — [1077, 94, 1330, 108]
cmyk-swatch-yellow — [1298, 2132, 1316, 2150]
cmyk-swatch-black — [112, 2132, 130, 2150]
continued-label: (ಒಂದನೇ ಪುಟದಿಂದ) — [40, 140, 512, 156]
notice-cell: Cell No. 9448633623 — [1183, 1471, 1291, 1486]
byline: ಸಂಜೆವಾಣಿ ವಾರ್ತೆ — [528, 1012, 610, 1027]
